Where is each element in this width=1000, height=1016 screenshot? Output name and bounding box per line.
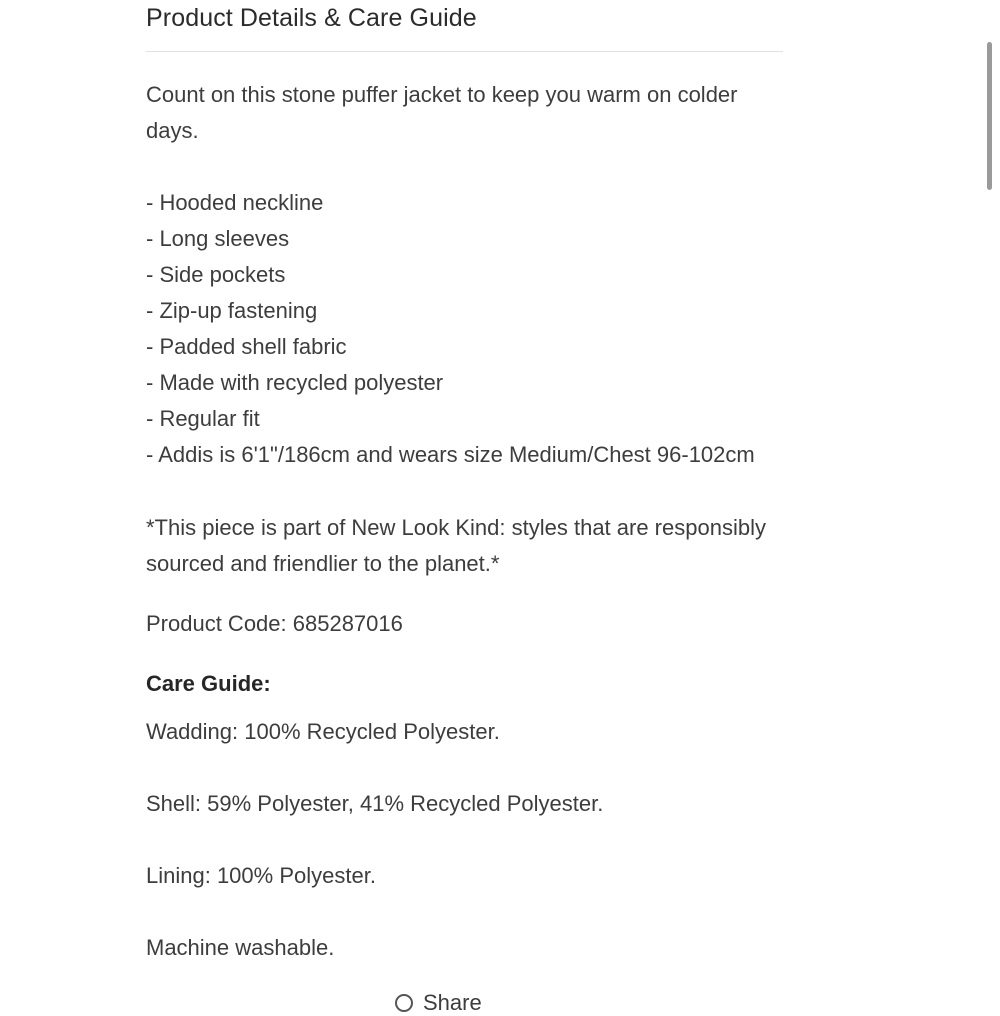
section-title: Product Details & Care Guide bbox=[146, 4, 477, 32]
feature-item: - Side pockets bbox=[146, 262, 286, 287]
scrollbar-thumb[interactable] bbox=[987, 42, 992, 190]
feature-item: - Zip-up fastening bbox=[146, 298, 318, 323]
section-divider bbox=[146, 51, 783, 52]
care-guide-line: Shell: 59% Polyester, 41% Recycled Polyester. bbox=[146, 791, 604, 816]
product-code: Product Code: 685287016 bbox=[146, 611, 403, 636]
description-line: days. bbox=[146, 118, 199, 143]
sustainability-line: sourced and friendlier to the planet.* bbox=[146, 551, 500, 576]
feature-item: - Long sleeves bbox=[146, 226, 290, 251]
feature-item: - Padded shell fabric bbox=[146, 334, 347, 359]
product-description bbox=[146, 77, 738, 149]
feature-item: - Regular fit bbox=[146, 406, 260, 431]
description-line: Count on this stone puffer jacket to keep you warm on colder bbox=[146, 82, 738, 107]
share-button[interactable] bbox=[395, 990, 482, 1016]
share-label: Share bbox=[423, 990, 482, 1015]
feature-item: - Made with recycled polyester bbox=[146, 370, 444, 395]
share-icon bbox=[395, 994, 413, 1012]
feature-item: - Addis is 6'1"/186cm and wears size Medium/Chest 96-102cm bbox=[146, 442, 755, 467]
care-guide-line: Machine washable. bbox=[146, 935, 335, 960]
care-guide-line: Wadding: 100% Recycled Polyester. bbox=[146, 719, 500, 744]
feature-list bbox=[146, 185, 755, 473]
feature-item: - Hooded neckline bbox=[146, 190, 324, 215]
sustainability-line: *This piece is part of New Look Kind: styles that are responsibly bbox=[146, 515, 766, 540]
care-guide-heading: Care Guide: bbox=[146, 671, 271, 696]
care-guide-line: Lining: 100% Polyester. bbox=[146, 863, 376, 888]
sustainability-note bbox=[146, 510, 766, 582]
